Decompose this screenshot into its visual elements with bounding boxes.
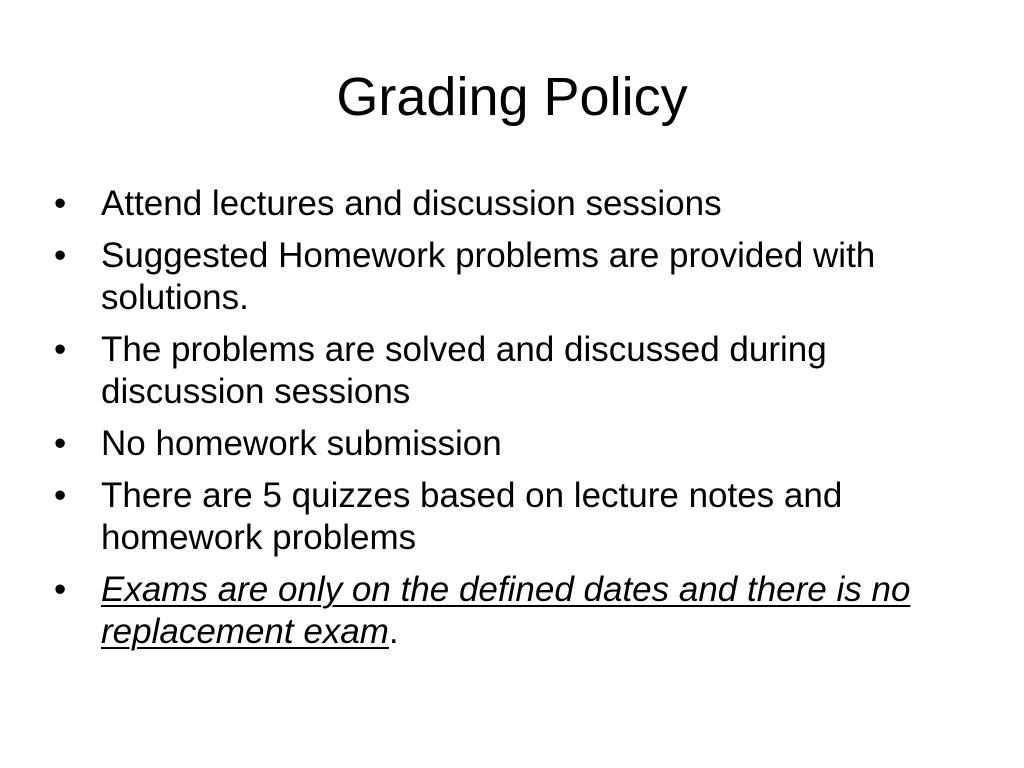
bullet-dot-icon: • bbox=[54, 570, 67, 609]
bullet-item bbox=[54, 423, 984, 465]
bullet-dot-icon: • bbox=[54, 476, 67, 515]
bullet-dot-icon: • bbox=[54, 330, 67, 369]
bullet-text: No homework submission bbox=[101, 424, 502, 463]
bullet-item bbox=[54, 329, 984, 413]
bullet-text: Suggested Homework problems are provided with solutions. bbox=[101, 236, 876, 317]
bullet-dot-icon: • bbox=[54, 236, 67, 275]
bullet-text: There are 5 quizzes based on lecture notes and homework problems bbox=[101, 476, 843, 557]
bullet-text: Attend lectures and discussion sessions bbox=[101, 184, 722, 223]
bullet-list bbox=[54, 183, 984, 663]
bullet-dot-icon: • bbox=[54, 424, 67, 463]
bullet-text: The problems are solved and discussed during discussion sessions bbox=[101, 330, 827, 411]
bullet-dot-icon: • bbox=[54, 184, 67, 223]
slide-title: Grading Policy bbox=[336, 67, 688, 127]
bullet-item bbox=[54, 569, 984, 653]
bullet-item bbox=[54, 235, 984, 319]
bullet-text-suffix: . bbox=[388, 612, 399, 651]
emphasized-bullet-text: Exams are only on the defined dates and there is no replacement exam bbox=[101, 570, 911, 651]
bullet-item bbox=[54, 183, 984, 225]
bullet-item bbox=[54, 475, 984, 559]
